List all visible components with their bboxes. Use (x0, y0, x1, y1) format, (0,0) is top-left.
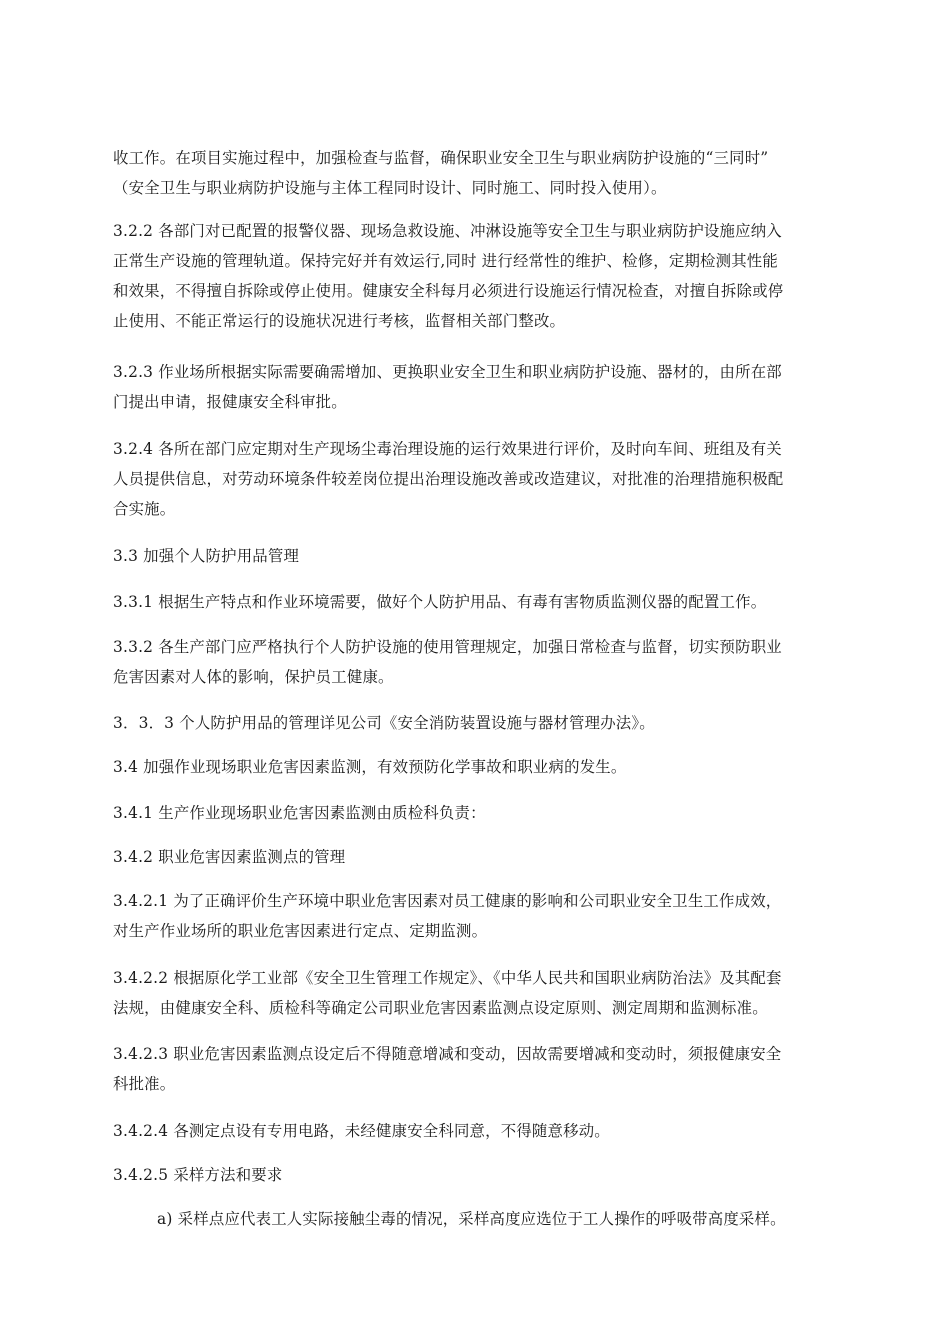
heading-3-4 (113, 752, 843, 782)
text-line: 3.4.2.2 根据原化学工业部《安全卫生管理工作规定》、《中华人民共和国职业病防治法》及其配套 (113, 969, 782, 987)
text-line: 对生产作业场所的职业危害因素进行定点、定期监测。 (113, 922, 488, 940)
text-line: 人员提供信息，对劳动环境条件较差岗位提出治理设施改善或改造建议，对批准的治理措施积极配 (113, 470, 784, 488)
text-line: 和效果，不得擅自拆除或停止使用。健康安全科每月必须进行设施运行情况检查，对擅自拆除或停 (113, 282, 784, 300)
heading-3-4-2 (113, 842, 843, 872)
text-line: 收工作。在项目实施过程中，加强检查与监督，确保职业安全卫生与职业病防护设施的“三同时” (113, 149, 769, 167)
paragraph-3-4-2-2 (113, 963, 843, 1023)
text-line: 3.2.2 各部门对已配置的报警仪器、现场急救设施、冲淋设施等安全卫生与职业病防护设施应纳入 (113, 222, 782, 240)
text-line: 3.4.2.1 为了正确评价生产环境中职业危害因素对员工健康的影响和公司职业安全卫生工作成效， (113, 892, 782, 910)
paragraph-3-4-2-1 (113, 886, 843, 946)
paragraph-3-2-3 (113, 357, 843, 417)
text-line: 3.3.2 各生产部门应严格执行个人防护设施的使用管理规定，加强日常检查与监督，切实预防职业 (113, 638, 782, 656)
text-line: 3.4.1 生产作业现场职业危害因素监测由质检科负责： (113, 804, 486, 822)
paragraph-3-2-2 (113, 216, 843, 336)
text-line: 3.3 加强个人防护用品管理 (113, 547, 300, 565)
paragraph-3-4-2-3 (113, 1039, 843, 1099)
text-line: 3.4 加强作业现场职业危害因素监测，有效预防化学事故和职业病的发生。 (113, 758, 627, 776)
text-line: 3.4.2.5 采样方法和要求 (113, 1166, 283, 1184)
list-item-a (157, 1204, 843, 1234)
paragraph-3-3-3 (113, 708, 843, 738)
text-line: 科批准。 (113, 1075, 176, 1093)
paragraph-3-4-2-4 (113, 1116, 843, 1146)
text-line: 法规，由健康安全科、质检科等确定公司职业危害因素监测点设定原则、测定周期和监测标准。 (113, 999, 768, 1017)
text-line: 合实施。 (113, 500, 176, 518)
text-line: （安全卫生与职业病防护设施与主体工程同时设计、同时施工、同时投入使用）。 (113, 179, 667, 197)
paragraph-3-4-1 (113, 798, 843, 828)
text-line: a) 采样点应代表工人实际接触尘毒的情况，采样高度应选位于工人操作的呼吸带高度采样。 (157, 1210, 786, 1228)
text-line: 3.4.2 职业危害因素监测点的管理 (113, 848, 346, 866)
text-line: 止使用、不能正常运行的设施状况进行考核，监督相关部门整改。 (113, 312, 566, 330)
paragraph-3-3-2 (113, 632, 843, 692)
heading-3-4-2-5 (113, 1160, 843, 1190)
paragraph-continuation (113, 143, 843, 203)
heading-3-3 (113, 541, 843, 571)
text-line: 3．3．3 个人防护用品的管理详见公司《安全消防装置设施与器材管理办法》。 (113, 714, 655, 732)
text-line: 3.2.3 作业场所根据实际需要确需增加、更换职业安全卫生和职业病防护设施、器材的，由所在部 (113, 363, 782, 381)
text-line: 3.4.2.4 各测定点设有专用电路，未经健康安全科同意，不得随意移动。 (113, 1122, 610, 1140)
paragraph-3-3-1 (113, 587, 843, 617)
text-line: 危害因素对人体的影响，保护员工健康。 (113, 668, 394, 686)
text-line: 正常生产设施的管理轨道。保持完好并有效运行,同时 进行经常性的维护、检修，定期检测其性能 (113, 252, 778, 270)
text-line: 3.4.2.3 职业危害因素监测点设定后不得随意增减和变动，因故需要增减和变动时，须报健康安全 (113, 1045, 782, 1063)
text-line: 门提出申请，报健康安全科审批。 (113, 393, 347, 411)
paragraph-3-2-4 (113, 434, 843, 524)
text-line: 3.3.1 根据生产特点和作业环境需要，做好个人防护用品、有毒有害物质监测仪器的配置工作。 (113, 593, 767, 611)
text-line: 3.2.4 各所在部门应定期对生产现场尘毒治理设施的运行效果进行评价，及时向车间、班组及有关 (113, 440, 782, 458)
